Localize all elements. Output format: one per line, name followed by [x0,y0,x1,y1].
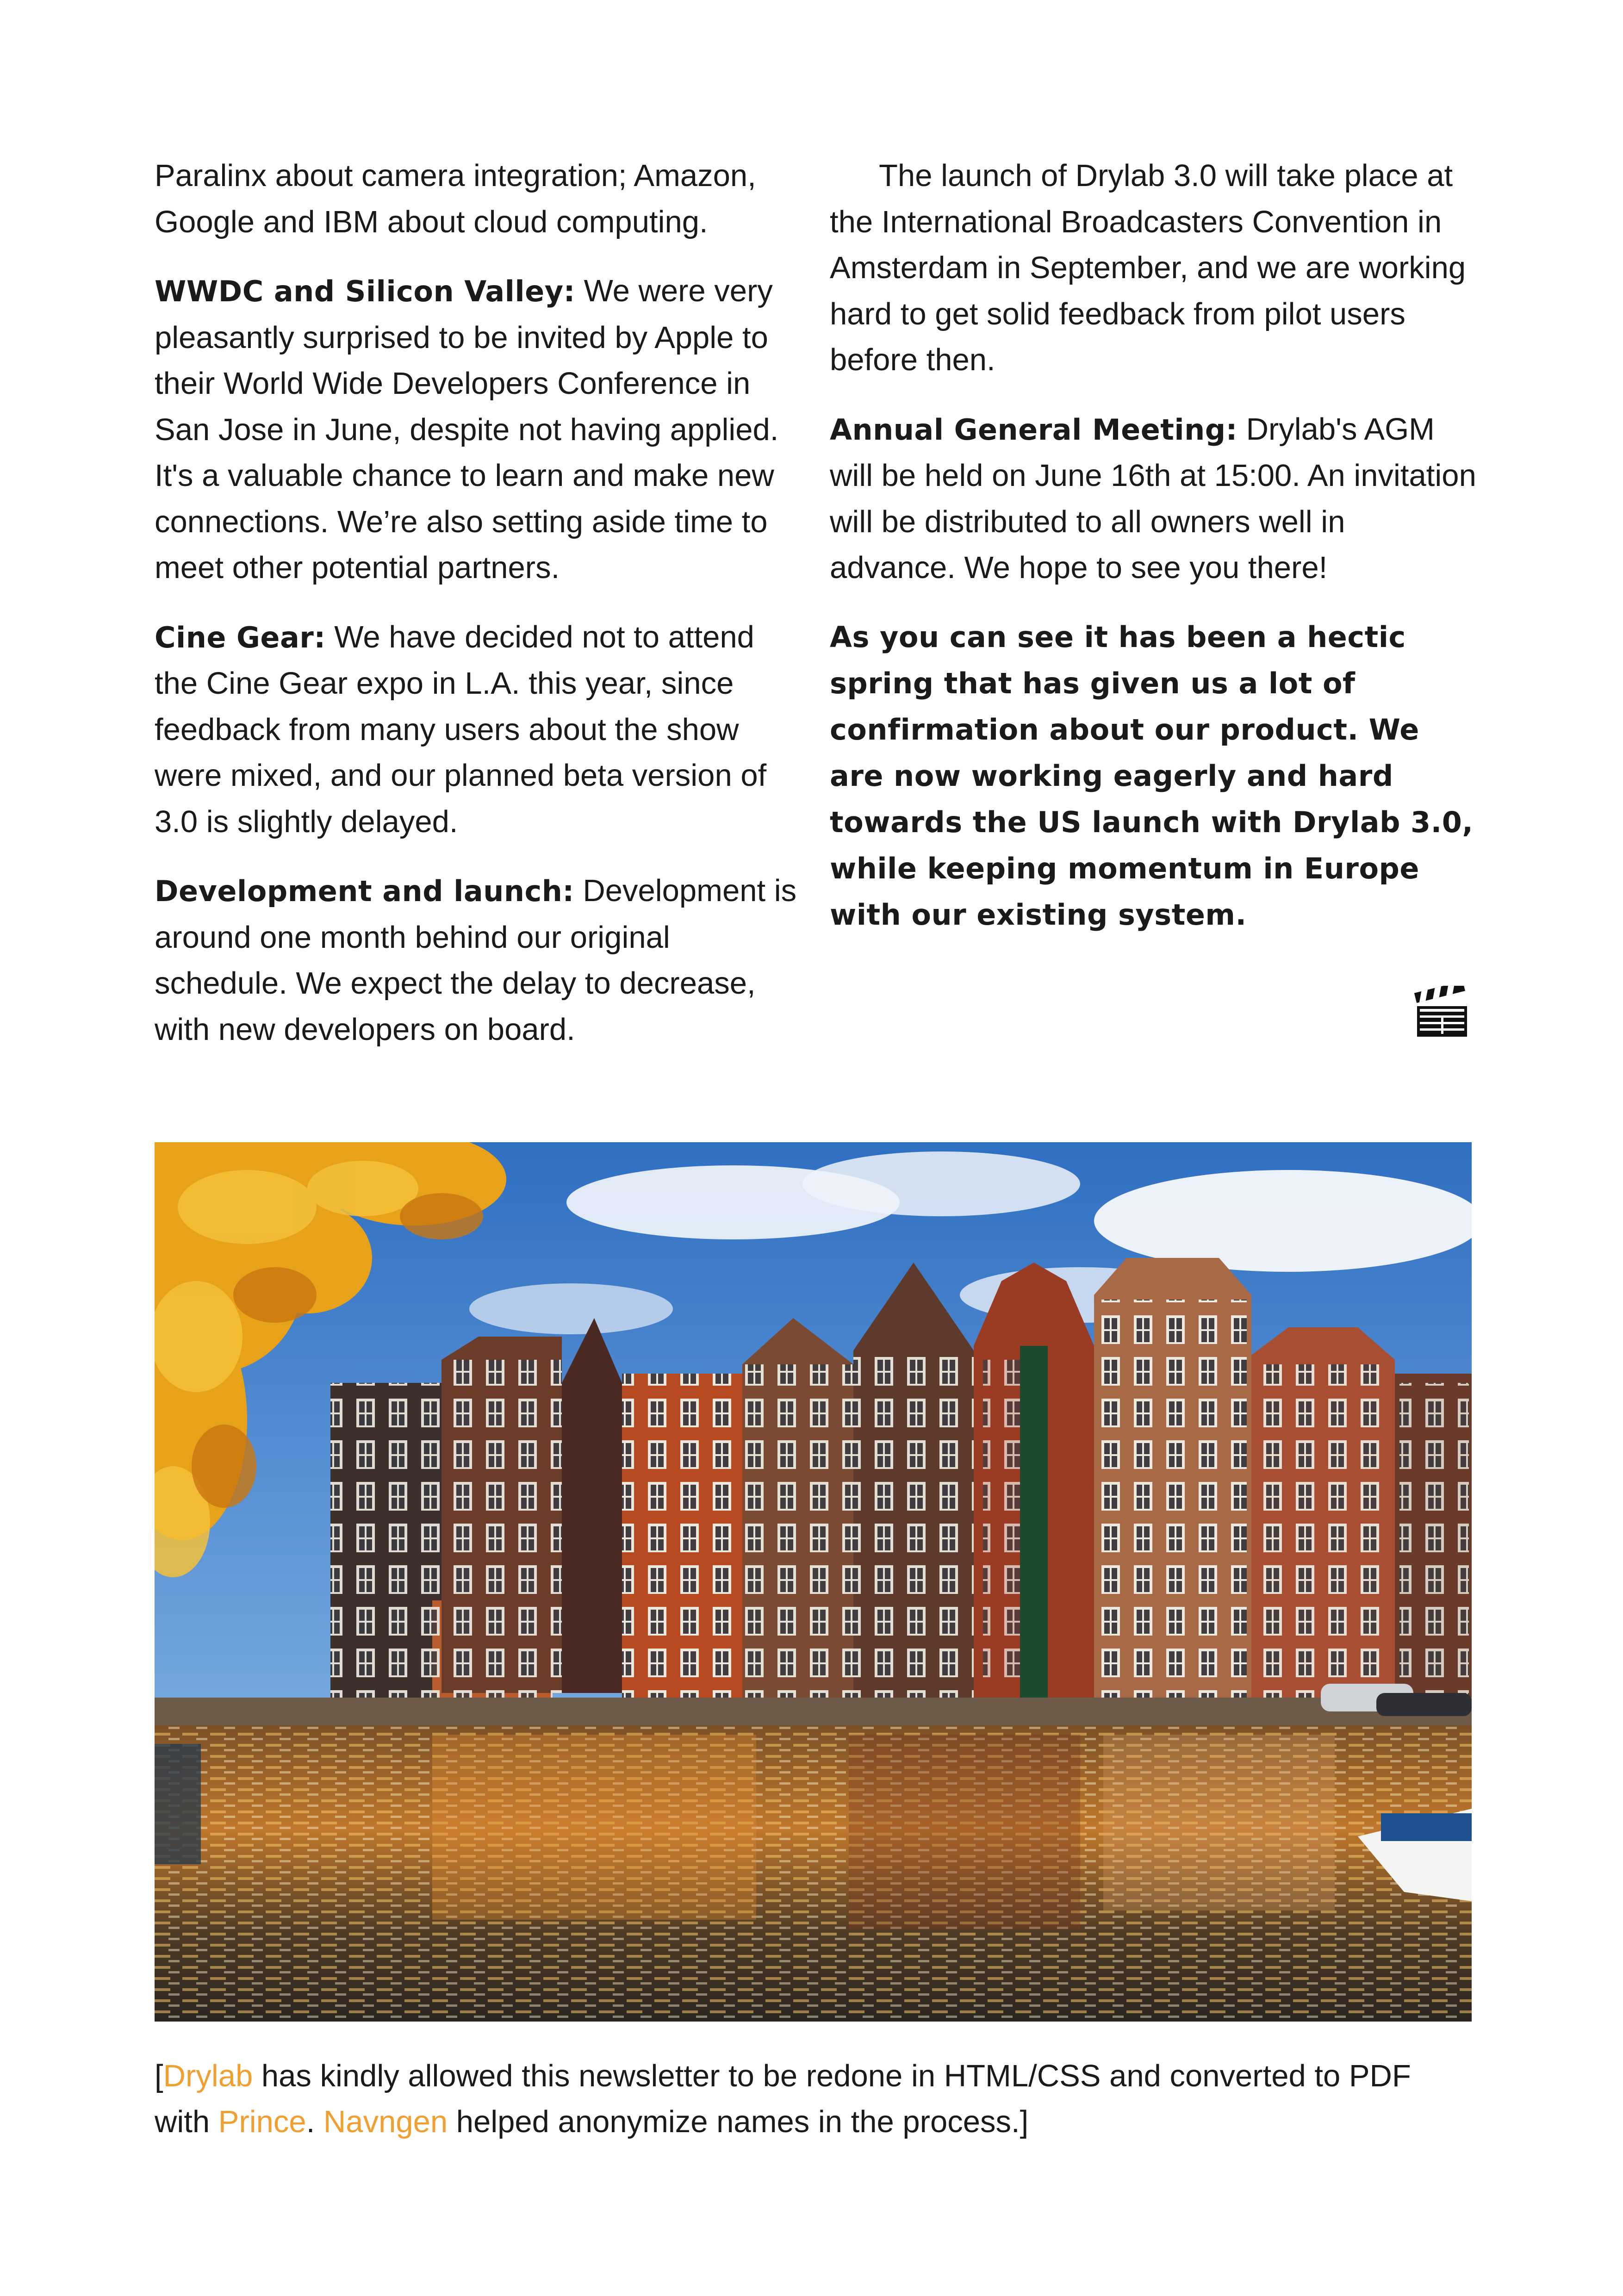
amsterdam-canal-houses-photo [155,1142,1472,2022]
wwdc-paragraph [155,268,802,591]
agm-text: Drylab's AGM will be held on June 16th at 15:00. An invitation will be distributed to all owners well in advance. We hope to see you there! [830,411,1476,585]
wwdc-text: We were very pleasantly surprised to be invited by Apple to their World Wide Developers Conference in San Jose in June, despite not having applied. It's a valuable chance to learn and make new connections. We’re also setting aside time to meet other potential partners. [155,274,779,585]
navngen-link[interactable]: Navngen [323,2104,448,2139]
development-paragraph [155,868,802,1052]
drylab-link[interactable]: Drylab [163,2059,253,2093]
wwdc-heading: WWDC and Silicon Valley: [155,274,575,308]
right-column [830,153,1478,961]
prince-link[interactable]: Prince [218,2104,306,2139]
caption-text-2: . [306,2104,323,2139]
cinegear-heading: Cine Gear: [155,620,326,654]
left-column [155,153,802,1076]
development-heading: Development and launch: [155,874,574,908]
caption-text-3: helped anonymize names in the process.] [448,2104,1029,2139]
launch-paragraph: The launch of Drylab 3.0 will take place at the International Broadcasters Convention in Amsterdam in September, and we are working hard to get solid feedback from pilot users before then. [830,158,1466,377]
agm-paragraph [830,406,1478,591]
cinegear-text: We have decided not to attend the Cine Gear expo in L.A. this year, since feedback from many users about the show were mixed, and our planned beta version of 3.0 is slightly delayed. [155,619,767,839]
intro-paragraph: Paralinx about camera integration; Amazon, Google and IBM about cloud computing. [155,158,756,239]
closing-paragraph: As you can see it has been a hectic spring that has given us a lot of confirmation about our product. We are now working eagerly and hard towards the US launch with Drylab 3.0, while keeping momentum in Europe with our existing system. [830,620,1474,932]
agm-heading: Annual General Meeting: [830,412,1237,447]
clapperboard-icon [1414,986,1470,1039]
development-text: Development is around one month behind our original schedule. We expect the delay to decrease, with new developers on board. [155,873,797,1047]
caption [155,2053,1474,2145]
cinegear-paragraph [155,614,802,845]
caption-text-1: has kindly allowed this newsletter to be redone in HTML/CSS and converted to PDF with [155,2059,1411,2139]
caption-open: [ [155,2059,163,2093]
